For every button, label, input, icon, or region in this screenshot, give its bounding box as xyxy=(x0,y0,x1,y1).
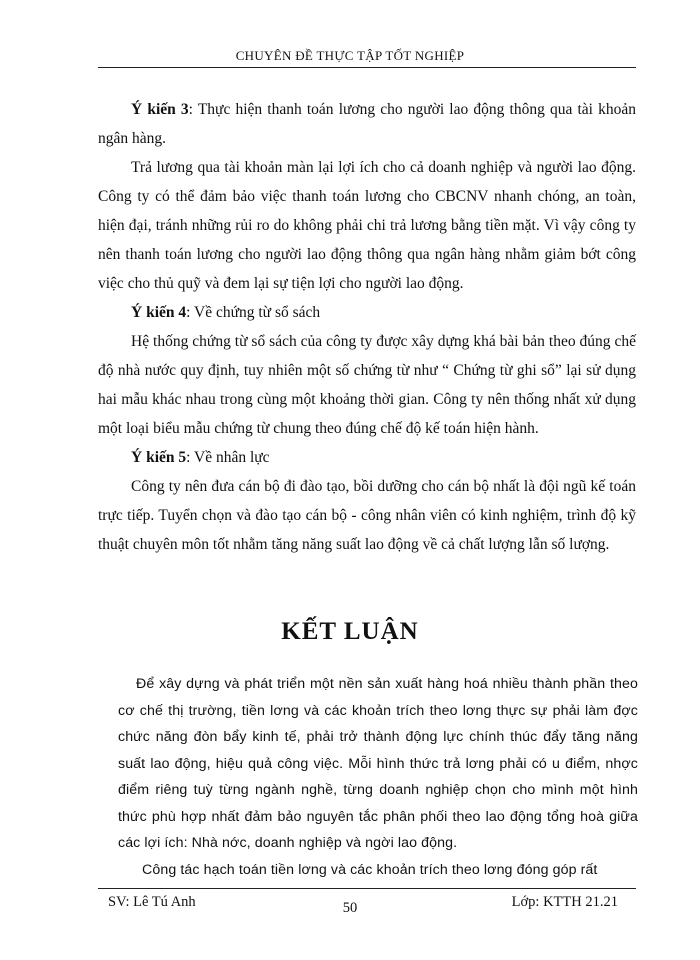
opinion-5-paragraph: Công ty nên đưa cán bộ đi đào tạo, bồi dưỡng cho cán bộ nhất là đội ngũ kế toán trực tiếp. Tuyển chọn và đào tạo cán bộ - công nhân viên có kinh nghiệm, trình độ kỹ thuật chuyên môn tốt nhằm tăng năng suất lao động về cả chất lượng lẫn số lượng. xyxy=(98,478,636,553)
footer-page-number: 50 xyxy=(342,900,358,916)
footer-rule xyxy=(98,888,636,889)
document-body xyxy=(98,95,636,559)
opinion-3-heading xyxy=(98,95,636,153)
opinion-3-paragraph: Trả lương qua tài khoản màn lại lợi ích cho cả doanh nghiệp và người lao động. Công ty có thể đảm bảo việc thanh toán lương cho CBCNV nhanh chóng, an toàn, hiện đại, tránh những rủi ro do không phải chi trả lương bằng tiền mặt. Vì vậy công ty nên thanh toán lương cho người lao động thông qua ngân hàng nhằm giảm bớt công việc cho thủ quỹ và đem lại sự tiện lợi cho người lao động. xyxy=(98,159,636,292)
opinion-5-title: : Về nhân lực xyxy=(186,449,270,466)
conclusion-paragraph-2: Công tác hạch toán tiền lơng và các khoản trích theo lơng đóng góp rất xyxy=(142,861,598,878)
opinion-4-paragraph: Hệ thống chứng từ sổ sách của công ty được xây dựng khá bài bản theo đúng chế độ nhà nước quy định, tuy nhiên một số chứng từ như “ Chứng từ ghi sổ” lại sử dụng hai mẫu khác nhau trong cùng một khoảng thời gian. Công ty nên thống nhất xử dụng một loại biểu mẫu chứng từ chung theo đúng chế độ kế toán hiện hành. xyxy=(98,333,636,437)
conclusion-paragraph-1: Để xây dựng và phát triển một nền sản xuất hàng hoá nhiều thành phần theo cơ chế thị trường, tiền lơng và các khoản trích theo lơng thực sự phải làm đợc chức năng đòn bẩy kinh tế, phải trở thành động lực chính thúc đẩy tăng năng suất lao động, hiệu quả công việc. Mỗi hình thức trả lơng phải có u điểm, nhợc điểm riêng tuỳ từng ngành nghề, từng doanh nghiệp chọn cho mình một hình thức phù hợp nhất đảm bảo nguyên tắc phân phối theo lao động tổng hoà giữa các lợi ích: Nhà nớc, doanh nghiệp và ngời lao động. xyxy=(118,676,638,851)
opinion-3-label: Ý kiến 3 xyxy=(131,101,189,118)
opinion-5-heading xyxy=(98,443,636,472)
page-header-title: CHUYÊN ĐỀ THỰC TẬP TỐT NGHIỆP xyxy=(235,48,465,63)
opinion-4-heading xyxy=(98,298,636,327)
opinion-4-title: : Về chứng từ sổ sách xyxy=(186,304,321,321)
conclusion-title: KẾT LUẬN xyxy=(281,618,419,645)
opinion-4-label: Ý kiến 4 xyxy=(131,304,187,321)
conclusion-body xyxy=(118,671,638,883)
opinion-3-title: : Thực hiện thanh toán lương cho người lao động thông qua tài khoản ngân hàng. xyxy=(98,101,636,147)
footer-student: SV: Lê Tú Anh xyxy=(108,894,196,910)
opinion-5-label: Ý kiến 5 xyxy=(131,449,187,466)
footer-class: Lớp: KTTH 21.21 xyxy=(511,894,618,910)
header-rule xyxy=(98,67,636,68)
